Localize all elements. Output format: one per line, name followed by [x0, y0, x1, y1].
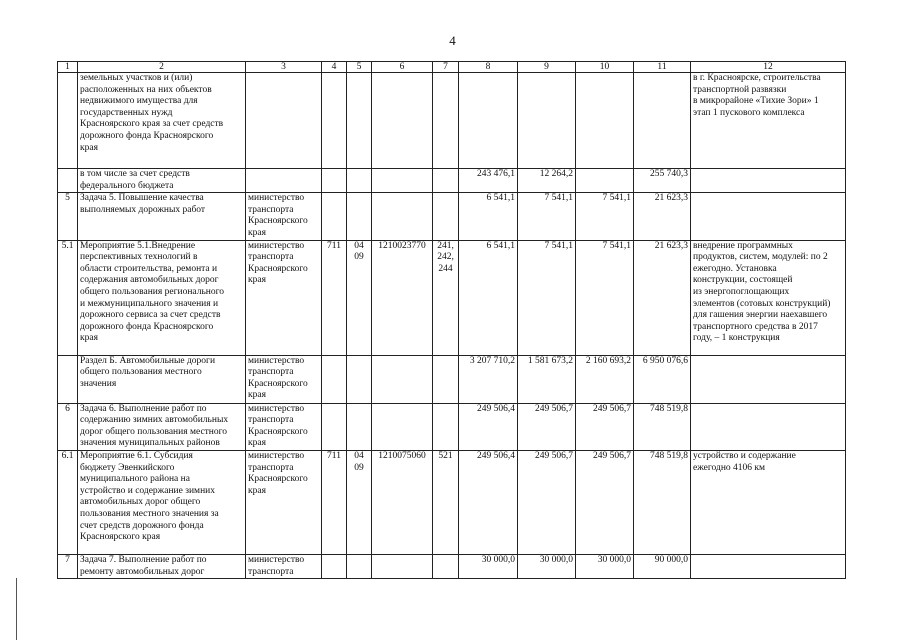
table-cell-col2: Задача 7. Выполнение работ по ремонту автомобильных дорог	[78, 554, 246, 578]
page-number: 4	[449, 33, 456, 48]
table-cell-col5	[347, 554, 372, 578]
table-cell-col10	[576, 169, 634, 193]
table-cell-col8: 243 476,1	[459, 169, 518, 193]
table-cell-col7	[433, 169, 459, 193]
table-cell-col11: 90 000,0	[634, 554, 691, 578]
table-row	[58, 403, 846, 450]
table-cell-col9: 30 000,0	[518, 554, 576, 578]
table-cell-col4	[322, 193, 347, 240]
table-cell-col3: министерство транспорта Красноярского края	[246, 403, 322, 450]
table-cell-col6: 1210023770	[372, 240, 433, 355]
table-cell-col8: 30 000,0	[459, 554, 518, 578]
table-cell-col6: 1210075060	[372, 450, 433, 554]
header-cell: 2	[78, 62, 246, 73]
table-cell-col5: 04 09	[347, 450, 372, 554]
header-cell: 1	[58, 62, 78, 73]
table-cell-col4	[322, 554, 347, 578]
table-cell-col12	[691, 403, 846, 450]
table-cell-col8: 6 541,1	[459, 240, 518, 355]
table-cell-col4: 711	[322, 240, 347, 355]
table-cell-col6	[372, 554, 433, 578]
header-cell: 3	[246, 62, 322, 73]
table-cell-col9: 249 506,7	[518, 403, 576, 450]
header-cell: 8	[459, 62, 518, 73]
table-cell-col10: 249 506,7	[576, 450, 634, 554]
table-cell-col12	[691, 169, 846, 193]
table-cell-col3	[246, 73, 322, 169]
table-row	[58, 554, 846, 578]
table-cell-col11: 6 950 076,6	[634, 355, 691, 403]
table-cell-col1: 5.1	[58, 240, 78, 355]
table-cell-col12: устройство и содержание ежегодно 4106 км	[691, 450, 846, 554]
table-cell-col11	[634, 73, 691, 169]
table-cell-col7	[433, 403, 459, 450]
header-cell: 5	[347, 62, 372, 73]
table-cell-col10: 7 541,1	[576, 240, 634, 355]
table-cell-col1	[58, 169, 78, 193]
table-cell-col2: Мероприятие 6.1. Субсидия бюджету Эвенкийского муниципального района на устройство и содержание зимних автомобильных дорог общего пользования местного значения за счет средств дорожного фонда Красноярского края	[78, 450, 246, 554]
table-row	[58, 355, 846, 403]
budget-table	[57, 61, 846, 579]
table-cell-col6	[372, 355, 433, 403]
table-cell-col2: Раздел Б. Автомобильные дороги общего пользования местного значения	[78, 355, 246, 403]
table-cell-col8: 249 506,4	[459, 450, 518, 554]
table-cell-col1: 5	[58, 193, 78, 240]
table-cell-col9: 12 264,2	[518, 169, 576, 193]
table-cell-col1: 7	[58, 554, 78, 578]
header-cell: 11	[634, 62, 691, 73]
table-row	[58, 240, 846, 355]
table-cell-col9: 249 506,7	[518, 450, 576, 554]
table-cell-col6	[372, 403, 433, 450]
table-cell-col5	[347, 403, 372, 450]
table-cell-col11: 748 519,8	[634, 450, 691, 554]
table-cell-col1	[58, 355, 78, 403]
table-row	[58, 73, 846, 169]
table-cell-col7: 241, 242, 244	[433, 240, 459, 355]
table-cell-col5	[347, 193, 372, 240]
table-row	[58, 450, 846, 554]
table-cell-col5	[347, 169, 372, 193]
table-cell-col12	[691, 193, 846, 240]
table-cell-col8: 249 506,4	[459, 403, 518, 450]
scan-edge-line	[16, 578, 17, 640]
table-cell-col9: 1 581 673,2	[518, 355, 576, 403]
table-cell-col11: 21 623,3	[634, 240, 691, 355]
header-cell: 7	[433, 62, 459, 73]
header-cell: 10	[576, 62, 634, 73]
table-cell-col7: 521	[433, 450, 459, 554]
table-cell-col8	[459, 73, 518, 169]
table-cell-col3: министерство транспорта Красноярского края	[246, 450, 322, 554]
table-cell-col1: 6.1	[58, 450, 78, 554]
table-cell-col6	[372, 73, 433, 169]
table-cell-col7	[433, 193, 459, 240]
table-cell-col4	[322, 73, 347, 169]
table-cell-col9: 7 541,1	[518, 240, 576, 355]
table-cell-col2: Задача 5. Повышение качества выполняемых дорожных работ	[78, 193, 246, 240]
table-cell-col2: Задача 6. Выполнение работ по содержанию зимних автомобильных дорог общего пользования местного значения муниципальных районов	[78, 403, 246, 450]
table-cell-col9: 7 541,1	[518, 193, 576, 240]
table-cell-col10	[576, 73, 634, 169]
table-cell-col1	[58, 73, 78, 169]
table-cell-col11: 255 740,3	[634, 169, 691, 193]
table-cell-col10: 249 506,7	[576, 403, 634, 450]
table-cell-col4	[322, 169, 347, 193]
table-cell-col5	[347, 355, 372, 403]
table-cell-col3: министерство транспорта Красноярского края	[246, 240, 322, 355]
table-cell-col12: в г. Красноярске, строительства транспортной развязки в микрорайоне «Тихие Зори» 1 этап 1 пускового комплекса	[691, 73, 846, 169]
table-cell-col11: 21 623,3	[634, 193, 691, 240]
table-cell-col7	[433, 73, 459, 169]
table-cell-col2: Мероприятие 5.1.Внедрение перспективных технологий в области строительства, ремонта и содержания автомобильных дорог общего пользования регионального и межмуниципального значения и дорожного сервиса за счет средств дорожного фонда Красноярского края	[78, 240, 246, 355]
table-cell-col11: 748 519,8	[634, 403, 691, 450]
table-cell-col3: министерство транспорта Красноярского края	[246, 355, 322, 403]
table-cell-col1: 6	[58, 403, 78, 450]
table-cell-col4	[322, 355, 347, 403]
table-cell-col5: 04 09	[347, 240, 372, 355]
table-cell-col2: в том числе за счет средств федерального бюджета	[78, 169, 246, 193]
table-cell-col12: внедрение программных продуктов, систем, модулей: по 2 ежегодно. Установка конструкции, состоящей из энергопоглощающих элементов (сотовых конструкций) для гашения энергии наехавшего транспортного средства в 2017 году, – 1 конструкция	[691, 240, 846, 355]
header-cell: 4	[322, 62, 347, 73]
table-cell-col6	[372, 169, 433, 193]
table-cell-col7	[433, 355, 459, 403]
table-cell-col10: 7 541,1	[576, 193, 634, 240]
header-cell: 6	[372, 62, 433, 73]
table-cell-col5	[347, 73, 372, 169]
table-cell-col3	[246, 169, 322, 193]
table-row	[58, 193, 846, 240]
table-cell-col8: 3 207 710,2	[459, 355, 518, 403]
table-cell-col3: министерство транспорта	[246, 554, 322, 578]
table-cell-col2: земельных участков и (или) расположенных на них объектов недвижимого имущества для государственных нужд Красноярского края за счет средств дорожного фонда Красноярского края	[78, 73, 246, 169]
table-cell-col7	[433, 554, 459, 578]
header-cell: 12	[691, 62, 846, 73]
table-cell-col10: 2 160 693,2	[576, 355, 634, 403]
table-cell-col9	[518, 73, 576, 169]
table-cell-col12	[691, 355, 846, 403]
table-cell-col6	[372, 193, 433, 240]
table-cell-col8: 6 541,1	[459, 193, 518, 240]
header-row	[58, 62, 846, 73]
table-row	[58, 169, 846, 193]
table-cell-col4: 711	[322, 450, 347, 554]
header-cell: 9	[518, 62, 576, 73]
table-cell-col3: министерство транспорта Красноярского края	[246, 193, 322, 240]
table-cell-col4	[322, 403, 347, 450]
table-cell-col12	[691, 554, 846, 578]
table-cell-col10: 30 000,0	[576, 554, 634, 578]
